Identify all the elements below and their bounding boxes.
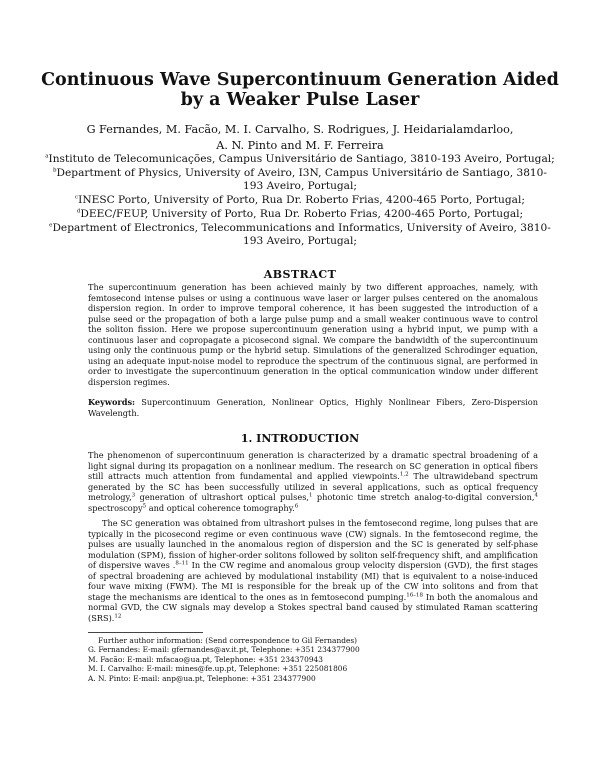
footnotes — [88, 636, 538, 683]
footnote-author: M. Facão: E-mail: mfacao@ua.pt, Telephone: +351 234370943 — [88, 654, 323, 664]
footnote-author: G. Fernandes: E-mail: gfernandes@av.it.pt, Telephone: +351 234377900 — [88, 645, 360, 655]
footnote-author: A. N. Pinto: E-mail: anp@ua.pt, Telephone: +351 234377900 — [88, 673, 316, 683]
keywords — [88, 397, 538, 418]
authors-line-2: A. N. Pinto and M. F. Ferreira — [216, 139, 384, 152]
footnote-intro: Further author information: (Send correspondence to Gil Fernandes) — [98, 636, 358, 645]
keywords-list: Supercontinuum Generation, Nonlinear Optics, Highly Nonlinear Fibers, Zero-Dispersion Wavelength. — [88, 397, 539, 418]
section-heading: 1. INTRODUCTION — [240, 432, 360, 445]
intro-paragraph-2: The SC generation was obtained from ultrashort pulses in the femtosecond regime, long pulses that are typically in the picosecond regime or even continuous wave (CW) signals. In the femtosecond regime, the pulses are usually launched in the anomalous region of dispersion and the SC is generated by self-phase modulation (SPM), fission of higher-order solitons followed by soliton self-frequency shift, and amplification of dispersive waves .$^{8-11}$ In the CW regime and anomalous group velocity dispersion (GVD), the first stages of spectral broadening are achieved by modulational instability (MI) that is equivalent to a noise-induced four wave mixing (FWM). The MI is responsible for the break up of the CW into solitons and from that stage the mechanisms are identical to the ones as in femtosecond pumping.$^{16-18}$ In both the anomalous and normal GVD, the CW signals may develop a Stokes spectral band caused by stimulated Raman scattering (SRS).$^{12}$ — [88, 518, 539, 623]
intro-paragraph-1: The phenomenon of supercontinuum generation is characterized by a dramatic spectral broadening of a light signal during its propagation on a nonlinear medium. The research on SC generation in optical fibers still attracts much attention from fundamental and applied viewpoints.$^{1,2}$ The ultrawideband spectrum generated by the SC has been successfully utilized in several applications, such as optical frequency metrology,$^3$ generation of ultrashort optical pulses,$^1$ photonic time stretch analog-to-digital conversion,$^4$ spectroscopy$^5$ and optical coherence tomography.$^6$ — [88, 450, 538, 513]
affiliation-e: $^e$Department of Electronics, Telecommunications and Informatics, University of Aveiro, 3810-193 Aveiro, Portugal; — [49, 221, 551, 248]
affiliation-c: $^c$INESC Porto, University of Porto, Rua Dr. Roberto Frias, 4200-465 Porto, Portugal; — [75, 194, 525, 207]
paper-title: Continuous Wave Supercontinuum Generation Aided by a Weaker Pulse Laser — [41, 70, 559, 110]
author-list — [40, 122, 560, 154]
affiliation-d: $^d$DEEC/FEUP, University of Porto, Rua Dr. Roberto Frias, 4200-465 Porto, Portugal; — [76, 207, 524, 220]
authors-line-1: G Fernandes, M. Facão, M. I. Carvalho, S. Rodrigues, J. Heidarialamdarloo, — [86, 123, 514, 136]
affiliation-a: $^a$Instituto de Telecomunicações, Campus Universitário de Santiago, 3810-193 Aveiro, Portugal; — [45, 153, 555, 165]
footnote-divider — [88, 632, 203, 633]
affiliations — [45, 153, 555, 249]
footnote-author: M. I. Carvalho: E-mail: mines@fe.up.pt, Telephone: +351 225081806 — [88, 664, 348, 674]
keywords-label: Keywords: — [88, 397, 136, 407]
abstract-heading: ABSTRACT — [263, 268, 337, 281]
abstract-text: The supercontinuum generation has been achieved mainly by two different approaches, namely, with femtosecond intense pulses or using a continuous wave laser or larger pulses centered on the anomalous dispersion region. In order to improve temporal coherence, it has been suggested the introduction of a pulse seed or the propagation of both a large pulse pump and a small weaker continuous wave to control the soliton fission. Here we propose supercontinuum generation using a hybrid input, we pump with a continuous laser and copropagate a picosecond signal. We compare the bandwidth of the supercontinuum using only the continuous pump or the hybrid setup. Simulations of the generalized Schrodinger equation, using an adequate input-noise model to reproduce the spectrum of the continuous signal, are performed in order to investigate the supercontinuum generation in the optical communication window under different dispersion regimes. — [88, 282, 538, 387]
affiliation-b: $^b$Department of Physics, University of Aveiro, I3N, Campus Universitário de Santiago, 3810-193 Aveiro, Portugal; — [53, 166, 547, 193]
